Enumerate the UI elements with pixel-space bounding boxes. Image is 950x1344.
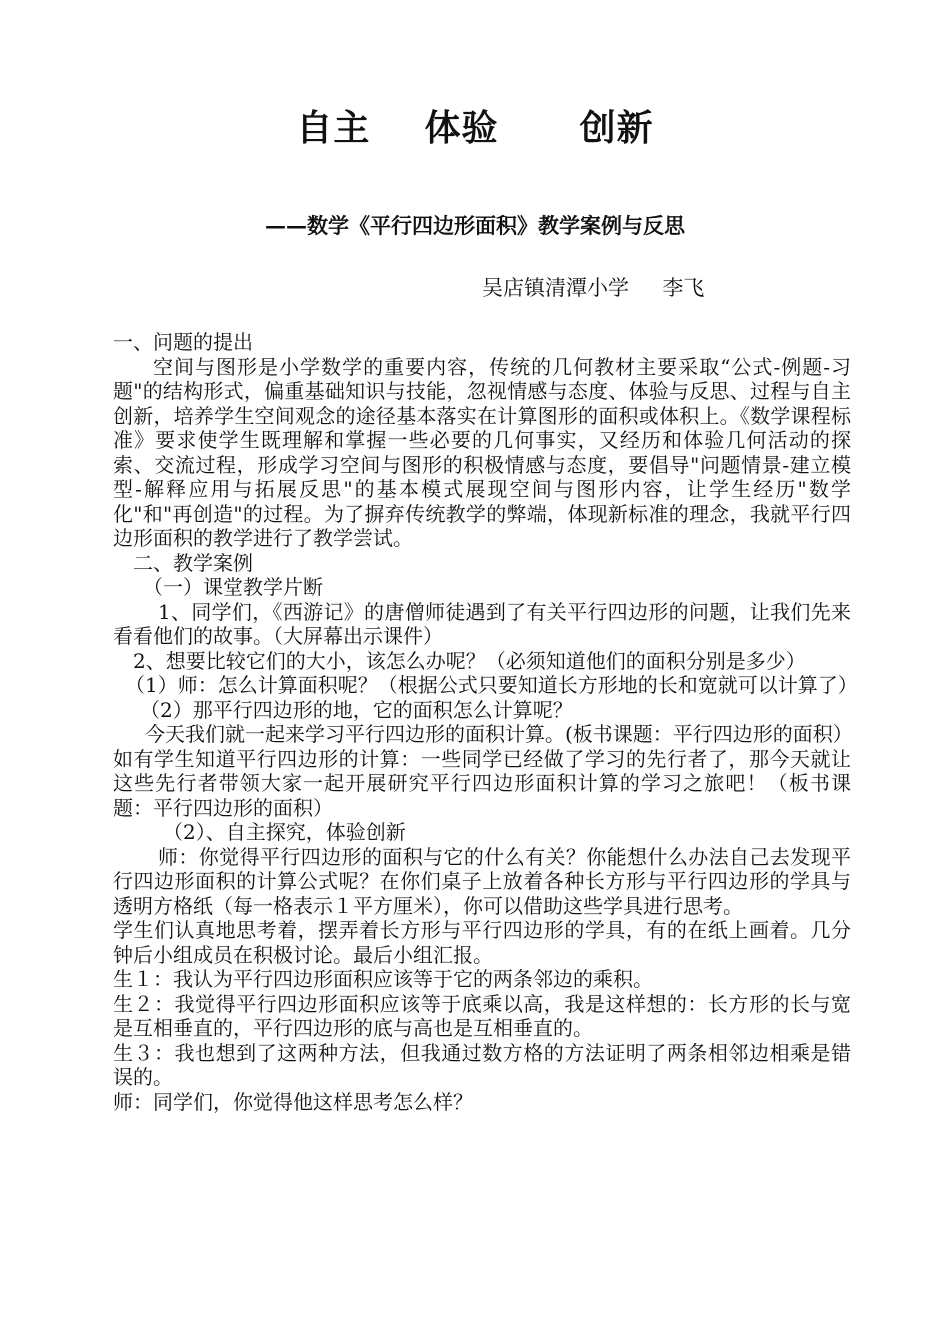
- document-subtitle: ——数学《平行四边形面积》教学案例与反思: [265, 213, 685, 238]
- document-author: 吴店镇清潭小学 李飞: [482, 276, 705, 300]
- subsection-heading-explore: （2）、自主探究，体验创新: [163, 820, 406, 844]
- section-heading-case: 二、教学案例: [133, 550, 253, 575]
- paragraph-student-1: 生１：我认为平行四边形面积应该等于它的两条邻边的乘积。: [113, 967, 653, 991]
- subsection-heading-fragment: （一）课堂教学片断: [143, 575, 323, 599]
- document-title: 自主 体验 创新: [296, 107, 654, 149]
- paragraph-student-2: 生２：我觉得平行四边形面积应该等于底乘以高，我是这样想的：长方形的长与宽是互相垂直的，平行四边形的底与高也是互相垂直的。: [113, 991, 851, 1040]
- paragraph-question-2: （2）那平行四边形的地，它的面积怎么计算呢？: [140, 697, 573, 722]
- section-heading-problem: 一、问题的提出: [113, 330, 253, 354]
- paragraph-step-1: 1、同学们，《西游记》的唐僧师徒遇到了有关平行四边形的问题，让我们先来看看他们的故事。（大屏幕出示课件）: [113, 599, 851, 648]
- paragraph-students-work: 学生们认真地思考着，摆弄着长方形与平行四边形的学具，有的在纸上画着。几分钟后小组成员在积极讨论。最后小组汇报。: [113, 918, 851, 967]
- paragraph-teacher-question: 师：同学们，你觉得他这样思考怎么样？: [113, 1089, 473, 1114]
- paragraph-background: 空间与图形是小学数学的重要内容，传统的几何教材主要采取“公式-例题-习题"的结构形式，偏重基础知识与技能，忽视情感与态度、体验与反思、过程与自主创新，培养学生空间观念的途径基本落实在计算图形的面积或体积上。《数学课程标准》要求使学生既理解和掌握一些必要的几何事实，又经历和体验几何活动的探索、交流过程，形成学习空间与图形的积极情感与态度，要倡导"问题情景-建立模型-解释应用与拓展反思"的基本模式展现空间与图形内容，让学生经历"数学化"和"再创造"的过程。为了摒弃传统教学的弊端，体现新标准的理念，我就平行四边形面积的教学进行了教学尝试。: [113, 354, 851, 550]
- paragraph-step-2: 2、想要比较它们的大小，该怎么办呢？（必须知道他们的面积分别是多少）: [133, 648, 806, 673]
- document-body: [113, 330, 858, 1114]
- paragraph-introduce-topic: 今天我们就一起来学习平行四边形的面积计算。(板书课题：平行四边形的面积）: [145, 722, 853, 746]
- paragraph-pioneers: 如有学生知道平行四边形的计算：一些同学已经做了学习的先行者了，那今天就让这些先行者带领大家一起开展研究平行四边形面积计算的学习之旅吧！（板书课题：平行四边形的面积）: [113, 746, 851, 820]
- paragraph-student-3: 生３：我也想到了这两种方法，但我通过数方格的方法证明了两条相邻边相乘是错误的。: [113, 1040, 851, 1089]
- paragraph-teacher-prompt: 师：你觉得平行四边形的面积与它的什么有关？你能想什么办法自己去发现平行四边形面积的计算公式呢？在你们桌子上放着各种长方形与平行四边形的学具与透明方格纸（每一格表示１平方厘米），你可以借助这些学具进行思考。: [113, 844, 851, 918]
- paragraph-question-1: （1）师：怎么计算面积呢？（根据公式只要知道长方形地的长和宽就可以计算了）: [125, 673, 858, 697]
